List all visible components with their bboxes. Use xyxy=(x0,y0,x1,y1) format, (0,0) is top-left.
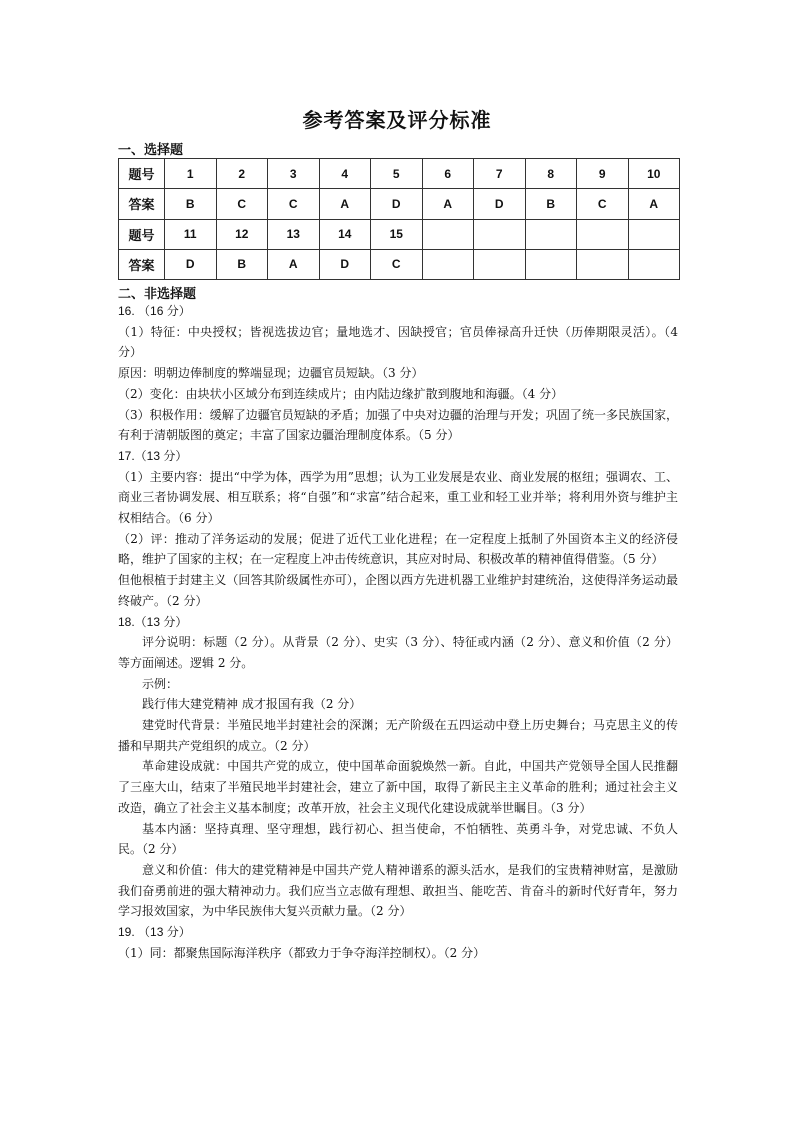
answer-table xyxy=(118,158,680,280)
table-cell: 6 xyxy=(422,159,474,189)
answer-paragraph: 建党时代背景：半殖民地半封建社会的深渊；无产阶级在五四运动中登上历史舞台；马克思主义的传播和早期共产党组织的成立。（2 分） xyxy=(118,718,678,753)
table-cell: C xyxy=(371,249,423,279)
table-cell: A xyxy=(319,189,371,219)
table-cell: C xyxy=(216,189,268,219)
answer-paragraph: （1）主要内容：提出“中学为体，西学为用”思想；认为工业发展是农业、商业发展的枢纽；强调农、工、商业三者协调发展、相互联系；将“自强”和“求富”结合起来，重工业和轻工业并举；将利用外资与维护主权相结合。（6 分） xyxy=(118,469,678,526)
table-cell: 9 xyxy=(577,159,629,189)
table-cell: 1 xyxy=(165,159,217,189)
answer-paragraph: 但他根植于封建主义（回答其阶级属性亦可），企图以西方先进机器工业维护封建统治，这使得洋务运动最终破产。（2 分） xyxy=(118,573,678,608)
table-cell: A xyxy=(422,189,474,219)
table-row xyxy=(119,219,680,249)
table-row xyxy=(119,189,680,219)
table-cell: 11 xyxy=(165,219,217,249)
answer-paragraph: 示例： xyxy=(142,676,179,691)
table-cell: B xyxy=(525,189,577,219)
answer-paragraph: 原因：明朝边俸制度的弊端显现；边疆官员短缺。（3 分） xyxy=(118,366,424,381)
table-cell: 5 xyxy=(371,159,423,189)
table-cell: C xyxy=(268,189,320,219)
table-cell: B xyxy=(165,189,217,219)
section-heading-nonchoice: 二、非选择题 xyxy=(118,287,197,302)
table-cell: 4 xyxy=(319,159,371,189)
table-cell: A xyxy=(628,189,680,219)
table-cell xyxy=(525,249,577,279)
table-cell: B xyxy=(216,249,268,279)
table-cell xyxy=(422,219,474,249)
table-row xyxy=(119,249,680,279)
table-row-label: 题号 xyxy=(119,159,165,189)
answer-paragraph: （2）评：推动了洋务运动的发展；促进了近代工业化进程；在一定程度上抵制了外国资本主义的经济侵略，维护了国家的主权；在一定程度上冲击传统意识，其应对时局、积极改革的精神值得借鉴。（5 分） xyxy=(118,531,678,567)
answer-paragraph: 评分说明：标题（2 分）。从背景（2 分）、史实（3 分）、特征或内涵（2 分）、意义和价值（2 分）等方面阐述。逻辑 2 分。 xyxy=(118,635,678,670)
table-row-label: 题号 xyxy=(119,219,165,249)
question-number: 17.（13 分） xyxy=(118,448,188,463)
table-cell xyxy=(577,249,629,279)
answer-paragraph: 意义和价值：伟大的建党精神是中国共产党人精神谱系的源头活水，是我们的宝贵精神财富，是激励我们奋勇前进的强大精神动力。我们应当立志做有理想、敢担当、能吃苦、肯奋斗的新时代好青年，努力学习报效国家，为中华民族伟大复兴贡献力量。（2 分） xyxy=(118,862,678,919)
table-cell: 13 xyxy=(268,219,320,249)
table-cell: D xyxy=(319,249,371,279)
table-cell xyxy=(422,249,474,279)
answer-paragraph: 践行伟大建党精神 成才报国有我（2 分） xyxy=(142,697,362,712)
answer-paragraph: 革命建设成就：中国共产党的成立，使中国革命面貌焕然一新。自此，中国共产党领导全国人民推翻了三座大山，结束了半殖民地半封建社会，建立了新中国，取得了新民主主义革命的胜利；通过社会主义改造，确立了社会主义基本制度；改革开放，社会主义现代化建设成就举世瞩目。（3 分） xyxy=(118,759,678,815)
table-cell: D xyxy=(371,189,423,219)
table-cell xyxy=(577,219,629,249)
table-row-label: 答案 xyxy=(119,189,165,219)
table-cell: 12 xyxy=(216,219,268,249)
answer-paragraph: （1）特征：中央授权；皆视选拔边官；量地选才、因缺授官；官员俸禄高升迁快（历俸期限灵活）。（4 分） xyxy=(118,324,678,360)
table-cell: C xyxy=(577,189,629,219)
table-cell xyxy=(474,249,526,279)
answer-paragraph: （3）积极作用：缓解了边疆官员短缺的矛盾；加强了中央对边疆的治理与开发；巩固了统一多民族国家，有利于清朝版图的奠定；丰富了国家边疆治理制度体系。（5 分） xyxy=(118,407,678,443)
table-cell: 8 xyxy=(525,159,577,189)
page-title: 参考答案及评分标准 xyxy=(302,108,492,132)
question-number: 16. （16 分） xyxy=(118,304,191,318)
answer-paragraph: （2）变化：由块状小区域分布到连续成片；由内陆边缘扩散到腹地和海疆。（4 分） xyxy=(118,386,564,401)
table-cell xyxy=(628,249,680,279)
table-cell: 10 xyxy=(628,159,680,189)
table-cell xyxy=(628,219,680,249)
question-number: 19. （13 分） xyxy=(118,925,191,940)
table-row xyxy=(119,159,680,189)
table-cell: 7 xyxy=(474,159,526,189)
table-cell: D xyxy=(474,189,526,219)
answer-text-body xyxy=(118,301,678,964)
table-cell: 14 xyxy=(319,219,371,249)
table-row-label: 答案 xyxy=(119,249,165,279)
answer-paragraph: （1）同：都聚焦国际海洋秩序（都致力于争夺海洋控制权）。（2 分） xyxy=(118,945,486,960)
table-cell: D xyxy=(165,249,217,279)
answer-paragraph: 基本内涵：坚持真理、坚守理想，践行初心、担当使命，不怕牺牲、英勇斗争，对党忠诚、不负人民。（2 分） xyxy=(118,821,678,857)
table-cell: 2 xyxy=(216,159,268,189)
question-number: 18.（13 分） xyxy=(118,614,188,629)
table-cell: A xyxy=(268,249,320,279)
table-cell xyxy=(474,219,526,249)
table-cell xyxy=(525,219,577,249)
table-cell: 15 xyxy=(371,219,423,249)
section-heading-choice: 一、选择题 xyxy=(118,143,184,158)
table-cell: 3 xyxy=(268,159,320,189)
